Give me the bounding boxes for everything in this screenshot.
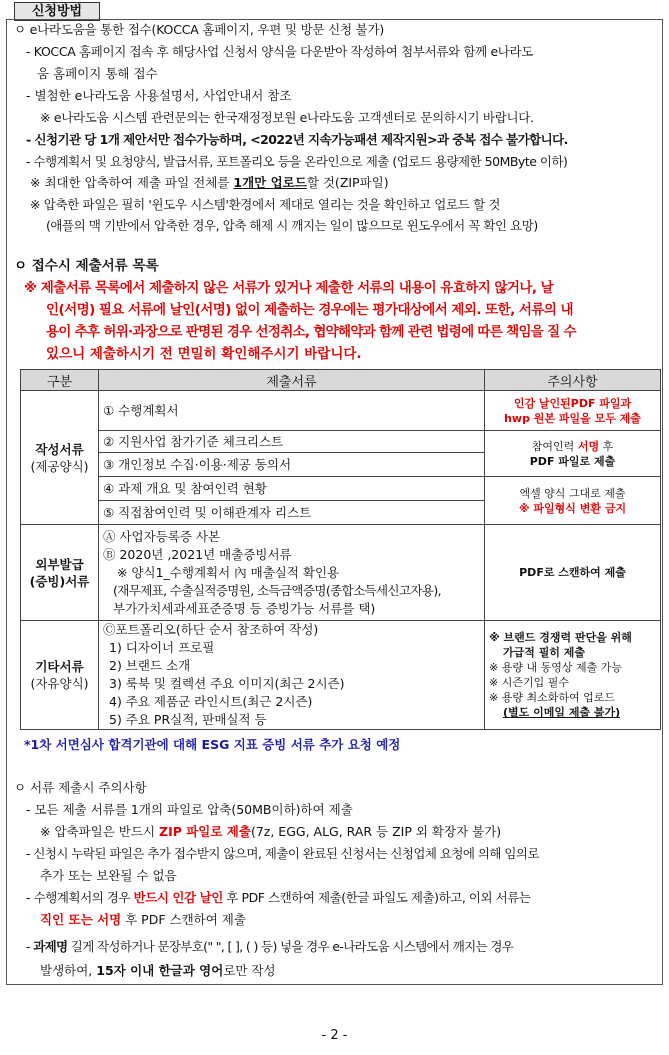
- caution-line-2: [40, 823, 501, 841]
- category-external-docs: [21, 525, 99, 621]
- category-name: 외부발급: [35, 556, 84, 572]
- stamp-emphasis: 직인 또는 서명: [40, 912, 122, 927]
- page-number: - 2 -: [321, 1028, 348, 1043]
- note-line: hwp 원본 파일을 모두 제출: [504, 411, 641, 425]
- category-name: 작성서류: [35, 441, 84, 457]
- category-sub: (제공양식): [30, 458, 89, 474]
- caution-line-8: [40, 962, 276, 980]
- note-line: 엑셀 양식 그대로 제출: [519, 486, 626, 500]
- table-row: [21, 391, 661, 431]
- doc-item: 2) 브랜드 소개: [109, 658, 191, 673]
- col-header-notes: 주의사항: [485, 370, 661, 391]
- table-row: [21, 525, 661, 621]
- apply-line-6: - 신청기관 당 1개 제안서만 접수가능하며, <2022년 지속가능패션 제작지원>과 중복 접수 불가합니다.: [26, 132, 568, 147]
- caution-text: ※ 압축파일은 반드시: [40, 824, 159, 839]
- col-header-category: 구분: [21, 370, 99, 391]
- table-row: [21, 621, 661, 730]
- length-emphasis: 15자 이내 한글과 영어: [96, 963, 224, 978]
- caution-text: -: [26, 939, 34, 954]
- docs-warning-1: ※ 제출서류 목록에서 제출하지 않은 서류가 있거나 제출한 서류의 내용이 유효하지 않거나, 날: [24, 280, 554, 296]
- doc-note: [485, 391, 661, 431]
- category-name: 기타서류: [35, 659, 84, 674]
- category-sub: (증빙)서류: [29, 573, 90, 589]
- apply-line-2: - KOCCA 홈페이지 접속 후 해당사업 신청서 양식을 다운받아 작성하여 첨부서류와 함께 e나라도: [26, 44, 533, 59]
- doc-items: [99, 621, 485, 730]
- one-file-upload-emphasis: 1개만 업로드: [233, 175, 307, 190]
- signature-emphasis: 서명: [577, 439, 600, 453]
- note-line: ※ 시즌기입 필수: [489, 676, 569, 689]
- category-other-docs: [21, 621, 99, 730]
- caution-line-7: [26, 938, 513, 956]
- category-sub: (자유양식): [30, 676, 89, 691]
- note-line: ※ 브랜드 경쟁력 판단을 위해: [489, 631, 632, 644]
- note-line: ※ 용량 최소화하여 업로드: [489, 691, 615, 704]
- doc-item: 4) 주요 제품군 라인시트(최근 2시즌): [109, 694, 313, 709]
- note-line: 인감 날인된PDF 파일과: [513, 396, 632, 410]
- caution-line-5: [26, 889, 531, 907]
- caution-text: 후 PDF 스캔하여 제출: [121, 912, 246, 927]
- apply-line-1: ㅇ e나라도움을 통한 접수(KOCCA 홈페이지, 우편 및 방문 신청 불가): [14, 22, 385, 37]
- apply-line-5: ※ e나라도움 시스템 관련문의는 한국재정정보원 e나라도움 고객센터로 문의하시기 바랍니다.: [40, 110, 534, 125]
- note-line: ※ 파일형식 변환 금지: [518, 501, 627, 515]
- table-row: [21, 477, 661, 501]
- seal-emphasis: 반드시 인감 날인: [133, 890, 223, 905]
- doc-item: 1) 디자이너 프로필: [109, 640, 215, 655]
- apply-line-3: 움 홈페이지 통해 접수: [37, 66, 158, 81]
- note-line: [489, 439, 656, 454]
- note-line: ※ 용량 내 동영상 제출 가능: [489, 661, 622, 674]
- caution-text: 로만 작성: [223, 963, 276, 978]
- caution-text: (7z, EGG, ALG, RAR 등 ZIP 외 확장자 불가): [250, 824, 502, 839]
- doc-item: Ⓒ포트폴리오(하단 순서 참조하여 작성): [103, 622, 319, 637]
- doc-item: ③ 개인정보 수집·이용·제공 동의서: [99, 453, 485, 477]
- esg-note: *1차 서면심사 합격기관에 대해 ESG 지표 증빙 서류 추가 요청 예정: [24, 737, 401, 752]
- zip-emphasis: ZIP 파일로 제출: [159, 824, 251, 839]
- col-header-documents: 제출서류: [99, 370, 485, 391]
- doc-item: ⑤ 직접참여인력 및 이해관계자 리스트: [99, 501, 485, 525]
- category-written-docs: [21, 391, 99, 525]
- doc-item: 3) 룩북 및 컬렉션 주요 이미지(최근 2시즌): [109, 676, 345, 691]
- doc-item: ※ 양식1_수행계획서 內 매출실적 확인용: [117, 564, 340, 580]
- title-emphasis: 과제명: [33, 939, 68, 954]
- docs-heading: ㅇ 접수시 제출서류 목록: [14, 258, 159, 274]
- doc-item: 5) 주요 PR실적, 판매실적 등: [109, 712, 267, 727]
- note-line: 가급적 필히 제출: [503, 646, 586, 659]
- submission-documents-table: [20, 369, 661, 730]
- doc-items: [99, 525, 485, 621]
- doc-note: [485, 477, 661, 525]
- apply-line-4: - 별첨한 e나라도움 사용설명서, 사업안내서 참조: [26, 88, 292, 103]
- caution-line-3: - 신청시 누락된 파일은 추가 접수받지 않으며, 제출이 완료된 신청서는 신청업체 요청에 의해 임의로: [26, 846, 539, 861]
- caution-line-6: [40, 911, 246, 929]
- caution-text: 발생하여,: [40, 963, 97, 978]
- table-row: [21, 431, 661, 453]
- caution-line-4: 추가 또는 보완될 수 없음: [40, 868, 177, 883]
- doc-item: ② 지원사업 참가기준 체크리스트: [99, 431, 485, 453]
- doc-item: Ⓐ 사업자등록증 사본: [103, 528, 221, 544]
- doc-note: [485, 431, 661, 477]
- apply-line-8-c: 할 것(ZIP파일): [306, 175, 389, 190]
- caution-text: 길게 작성하거나 문장부호(" ", [ ], ( ) 등) 넣을 경우 e-나라도움 시스템에서 깨지는 경우: [67, 939, 514, 954]
- caution-text: 후 PDF 스캔하여 제출(한글 파일도 제출)하고, 이외 서류는: [222, 890, 531, 905]
- caution-text: - 수행계획서의 경우: [26, 890, 134, 905]
- table-header-row: [21, 370, 661, 391]
- doc-note: PDF로 스캔하여 제출: [485, 525, 661, 621]
- doc-item: 부가가치세과세표준증명 등 증빙가능 서류를 택): [113, 600, 376, 616]
- apply-line-8: [30, 174, 389, 192]
- apply-line-8-a: ※ 최대한 압축하여 제출 파일 전체를: [30, 175, 234, 190]
- docs-warning-2: 인(서명) 필요 서류에 날인(서명) 없이 제출하는 경우에는 평가대상에서 제외. 또한, 서류의 내: [46, 302, 573, 318]
- caution-line-1: - 모든 제출 서류를 1개의 파일로 압축(50MB이하)하여 제출: [26, 802, 353, 817]
- doc-item: (재무제표, 수출실적증명원, 소득금액증명(종합소득세신고자용),: [113, 582, 442, 598]
- docs-warning-3: 용이 추후 허위·과장으로 판명된 경우 선정취소, 협약해약과 함께 관련 법령에 따른 책임을 질 수: [46, 324, 576, 340]
- section-tab-title: 신청방법: [14, 2, 100, 21]
- apply-line-10: (애플의 맥 기반에서 압축한 경우, 압축 해제 시 깨지는 일이 많으므로 윈도우에서 꼭 확인 요망): [46, 218, 538, 233]
- doc-item: ④ 과제 개요 및 참여인력 현황: [99, 477, 485, 501]
- note-line: PDF 파일로 제출: [529, 454, 616, 468]
- note-line: (별도 이메일 제출 불가): [503, 706, 621, 719]
- doc-item: Ⓑ 2020년 ,2021년 매출증빙서류: [103, 546, 292, 562]
- apply-line-7: - 수행계획서 및 요청양식, 발급서류, 포트폴리오 등을 온라인으로 제출 (업로드 용량제한 50MByte 이하): [26, 154, 568, 169]
- doc-item: ① 수행계획서: [99, 391, 485, 431]
- docs-warning-4: 있으니 제출하시기 전 면밀히 확인해주시기 바랍니다.: [46, 346, 362, 362]
- note-text: 참여인력: [531, 439, 578, 453]
- apply-line-9: ※ 압축한 파일은 필히 '윈도우 시스템'환경에서 제대로 열리는 것을 확인하고 업로드 할 것: [30, 197, 501, 212]
- doc-note: [485, 621, 661, 730]
- note-text: 후: [599, 439, 614, 453]
- cautions-heading: ㅇ 서류 제출시 주의사항: [14, 780, 147, 795]
